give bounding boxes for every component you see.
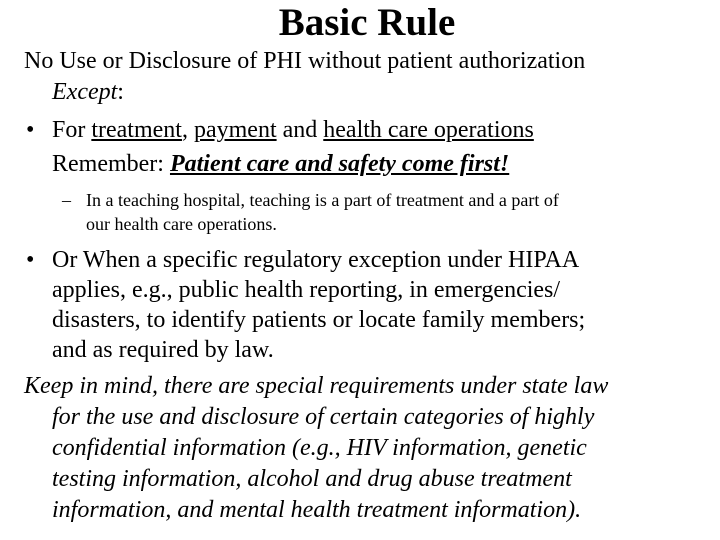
bullet-2-line-1: Or When a specific regulatory exception under HIPAA — [52, 247, 580, 273]
keep-in-mind-line-2: for the use and disclosure of certain categories of highly — [52, 404, 595, 430]
remember-emphasis: Patient care and safety come first! — [169, 151, 510, 177]
operations-link-text: health care operations — [323, 117, 534, 143]
bullet-1 — [52, 116, 534, 144]
sub-bullet-line-2: our health care operations. — [86, 214, 277, 234]
payment-link-text: payment — [193, 117, 277, 143]
keep-in-mind-line-5: information, and mental health treatment information). — [52, 497, 582, 523]
except-colon: : — [117, 79, 124, 105]
bullet-1-prefix: For — [52, 117, 92, 143]
sub-bullet-dash: – — [62, 190, 71, 210]
bullet-2-line-4: and as required by law. — [52, 337, 274, 363]
keep-in-mind-line-1: Keep in mind, there are special requirements under state law — [24, 373, 609, 399]
bullet-2-line-2: applies, e.g., public health reporting, in emergencies/ — [52, 277, 561, 303]
bullet-dot-1: • — [26, 117, 35, 143]
remember-prefix: Remember: — [52, 151, 170, 177]
sub-bullet-line-1: In a teaching hospital, teaching is a part of treatment and a part of — [86, 190, 559, 210]
bullet-2-line-3: disasters, to identify patients or locate family members; — [52, 307, 586, 333]
keep-in-mind-line-4: testing information, alcohol and drug abuse treatment — [52, 466, 572, 492]
slide-title: Basic Rule — [278, 1, 456, 44]
bullet-dot-2: • — [26, 247, 35, 273]
bullet-1-and: and — [276, 117, 324, 143]
intro-line: No Use or Disclosure of PHI without patient authorization — [24, 48, 586, 74]
treatment-link-text: treatment — [91, 117, 182, 143]
remember-line — [52, 150, 509, 178]
bullet-1-comma: , — [181, 117, 194, 143]
except-line — [52, 78, 124, 106]
keep-in-mind-line-3: confidential information (e.g., HIV information, genetic — [52, 435, 587, 461]
except-label: Except — [52, 79, 118, 105]
